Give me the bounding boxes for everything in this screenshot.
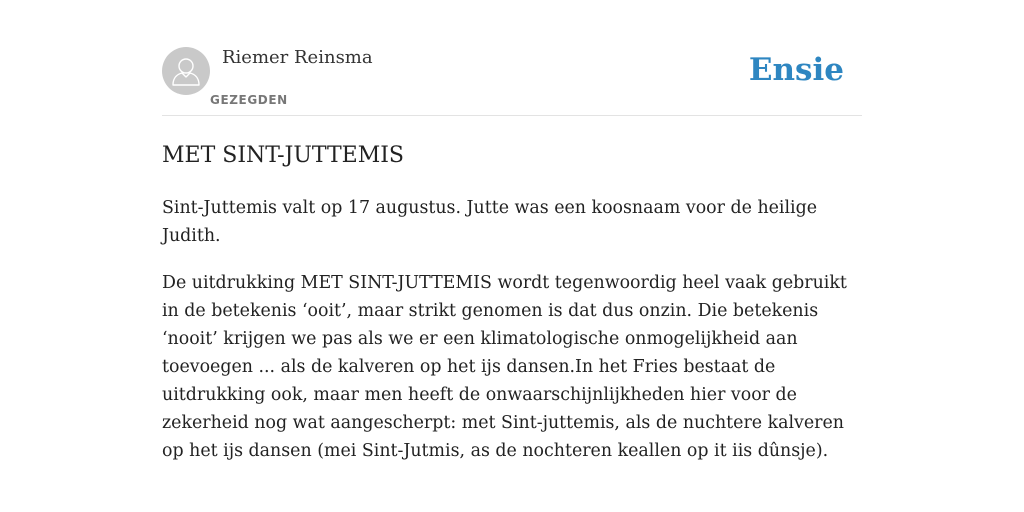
article-paragraph: De uitdrukking MET SINT-JUTTEMIS wordt tegenwoordig heel vaak gebruikt in de betekenis ‘ooit’, maar strikt genomen is dat dus onzin. Die betekenis ‘nooit’ krijgen we pas als we er een klimatologische onmogelijkheid aan toevoegen ... als de kalveren op het ijs dansen.In het Fries bestaat de uitdrukking ook, maar men heeft de onwaarschijnlijkheden hier voor de zekerheid nog wat aangescherpt: met Sint-juttemis, als de nuchtere kalveren op het ijs dansen (mei Sint-Jutmis, as de nochteren keallen op it iis dûnsje). [162, 273, 847, 461]
brand-logo[interactable]: Ensie [748, 52, 844, 88]
category-label[interactable]: GEZEGDEN [210, 93, 288, 107]
article-paragraph: Sint-Juttemis valt op 17 augustus. Jutte was een koosnaam voor de heilige Judith. [162, 198, 818, 246]
article-header [162, 0, 862, 116]
avatar[interactable] [162, 47, 210, 95]
article-card [162, 0, 862, 465]
author-name[interactable]: Riemer Reinsma [222, 47, 373, 68]
user-placeholder-icon [162, 47, 210, 95]
article-title: MET SINT-JUTTEMIS [162, 143, 404, 168]
